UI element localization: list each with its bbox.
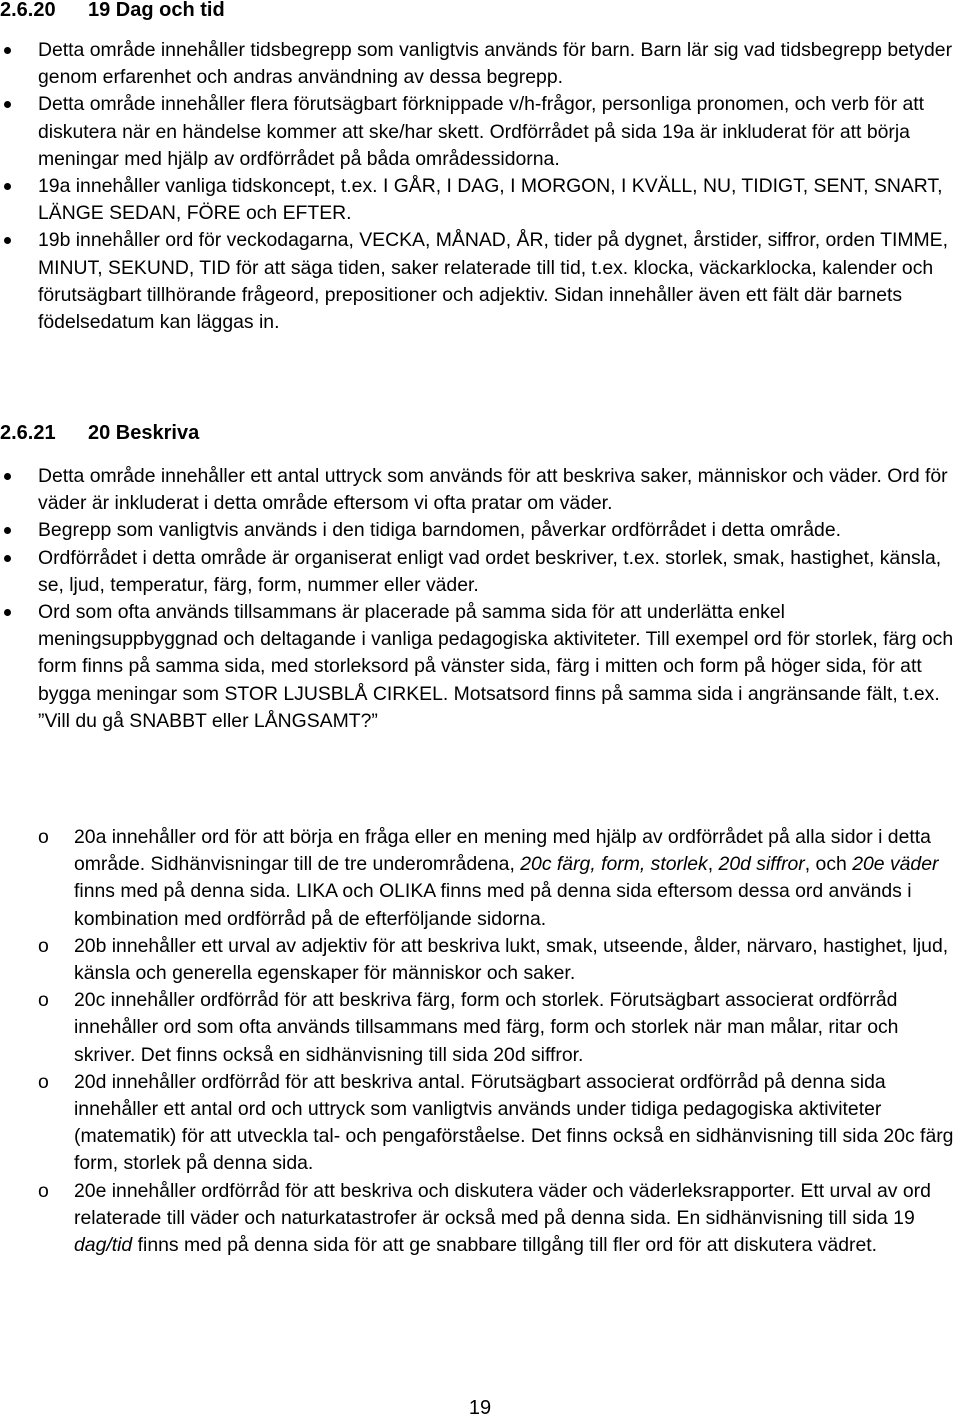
bullet-list-dag-och-tid [0,37,960,336]
list-item: Ordförrådet i detta område är organiserat enligt vad ordet beskriver, t.ex. storlek, smak, hastighet, känsla, se, ljud, temperatur, färg, form, nummer eller väder. [0,545,960,599]
list-item: 19b innehåller ord för veckodagarna, VECKA, MÅNAD, ÅR, tider på dygnet, årstider, siffror, orden TIMME, MINUT, SEKUND, TID för att säga tiden, saker relaterade till tid, t.ex. klocka, väckarklocka, kalender och förutsägbart tillhörande frågeord, prepositioner och adjektiv. Sidan innehåller även ett fält där barnets födelsedatum kan läggas in. [0,227,960,336]
sub-list-container [0,824,960,1259]
sub-item-text: 20d innehåller ordförråd för att beskriva antal. Förutsägbart associerat ordförråd på denna sida innehåller ett antal ord och uttryck som vanligtvis används under tidiga pedagogiska aktiviteter (matematik) för att utveckla tal- och pengaförståelse. Det finns också en sidhänvisning till sida 20c färg form, storlek på denna sida. [74,1070,954,1175]
section-heading-dag-och-tid [0,0,225,24]
section-title: 19 Dag och tid [88,0,225,21]
section-title: 20 Beskriva [88,422,200,444]
sub-list-wrapper [0,824,960,1259]
sub-item-text: 20b innehåller ett urval av adjektiv för att beskriva lukt, smak, utseende, ålder, närvaro, hastighet, ljud, känsla och generella egenskaper för människor och saker. [74,934,949,985]
list-item: Detta område innehåller ett antal uttryck som används för att beskriva saker, människor och väder. Ord för väder är inkluderat i detta område eftersom vi ofta pratar om väder. [0,463,960,517]
sub-bullet-marker: o [38,989,49,1012]
section-number: 2.6.21 [0,422,56,444]
list-item: Detta område innehåller tidsbegrepp som vanligtvis används för barn. Barn lär sig vad tidsbegrepp betyder genom erfarenhet och andras användning av dessa begrepp. [0,37,960,91]
list-item: Detta område innehåller flera förutsägbart förknippade v/h-frågor, personliga pronomen, och verb för att diskutera när en händelse kommer att ske/har skett. Ordförrådet på sida 19a är inkluderat för att börja meningar med hjälp av ordförrådet på båda områdessidorna. [0,91,960,173]
page-number: 19 [468,1397,492,1419]
sub-list-beskriva [0,824,960,1259]
list-item: Ord som ofta används tillsammans är placerade på samma sida för att underlätta enkel meningsuppbyggnad och deltagande i vanliga pedagogiska aktiviteter. Till exempel ord för storlek, färg och form finns på samma sida, med storleksord på vänster sida, färg i mitten och form på höger sida, för att bygga meningar som STOR LJUSBLÅ CIRKEL. Motsatsord finns på samma sida i angränsande fält, t.ex. ”Vill du gå SNABBT eller LÅNGSAMT?” [0,599,960,735]
sub-bullet-marker: o [38,1179,49,1202]
sub-list-item [0,824,960,933]
sub-list-item [0,1178,960,1260]
bullet-list-beskriva [0,463,960,735]
sub-list-item [0,933,960,987]
sub-bullet-marker: o [38,826,49,848]
sub-list-item [0,987,960,1069]
list-item: 19a innehåller vanliga tidskoncept, t.ex. I GÅR, I DAG, I MORGON, I KVÄLL, NU, TIDIGT, SENT, SNART, LÄNGE SEDAN, FÖRE och EFTER. [0,173,960,227]
italic-text: 20c färg, form, storlek [520,853,708,876]
sub-bullet-marker: o [38,1070,49,1093]
sub-item-text: 20a innehåller ord för att börja en fråga eller en mening med hjälp av ordförrådet på alla sidor i detta område. Sidhänvisningar till de tre underområdena, 20c färg, form, storlek, 20d siffror, och 20e väder finns med på denna sida. LIKA och OLIKA finns med på denna sida eftersom dessa ord används i kombination med ordförråd på de efterföljande sidorna. [74,826,939,930]
italic-text: 20e väder [852,853,939,876]
sub-item-text: 20c innehåller ordförråd för att beskriva färg, form och storlek. Förutsägbart associerat ordförråd innehåller ord som ofta används tillsammans med färg, form och storlek när man målar, ritar och skriver. Det finns också en sidhänvisning till sida 20d siffror. [74,989,899,1066]
italic-text: 20d siffror [718,853,805,876]
section-number: 2.6.20 [0,0,56,21]
sub-item-text: 20e innehåller ordförråd för att beskriva och diskutera väder och väderleksrapporter. Ett urval av ord relaterade till väder och naturkatastrofer är också med på denna sida. En sidhänvisning till sida 19 dag/tid finns med på denna sida för att ge snabbare tillgång till fler ord för att diskutera vädret. [74,1179,931,1257]
italic-text: dag/tid [74,1234,133,1257]
sub-list-item [0,1069,960,1178]
section-heading-beskriva [0,420,199,447]
list-item: Begrepp som vanligtvis används i den tidiga barndomen, påverkar ordförrådet i detta område. [0,517,960,544]
sub-bullet-marker: o [38,934,49,957]
